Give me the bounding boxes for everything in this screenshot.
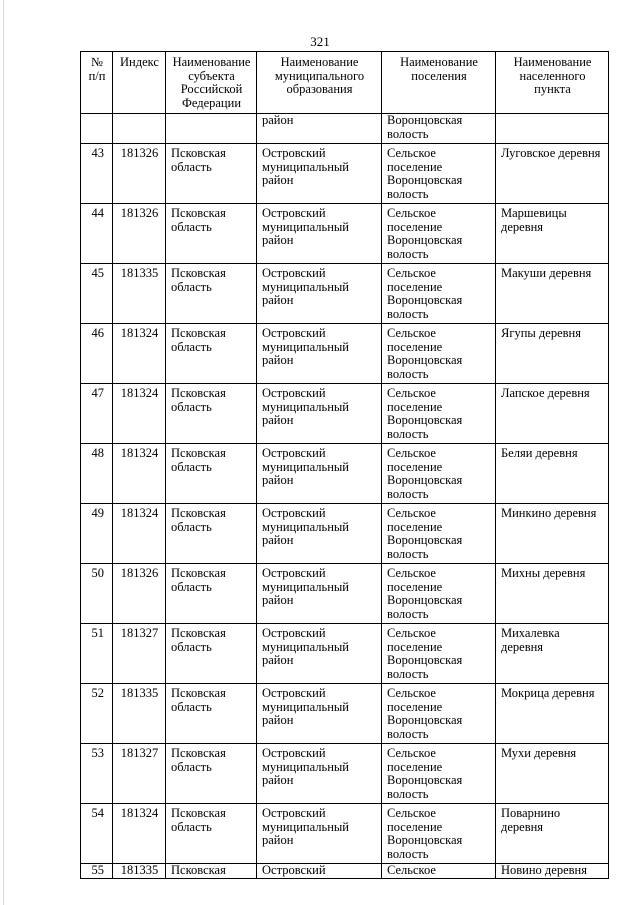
cell-number: 50 (81, 564, 113, 624)
cell-number: 52 (81, 684, 113, 744)
table-row-partial (81, 864, 609, 879)
cell-settlement: Сельское поселение Воронцовская волость (382, 444, 496, 504)
cell-index: 181324 (113, 444, 166, 504)
cell-number: 51 (81, 624, 113, 684)
cell-settlement: Сельское поселение Воронцовская волость (382, 564, 496, 624)
cell-number: 48 (81, 444, 113, 504)
cell-locality: Ягупы деревня (496, 324, 609, 384)
cell-settlement: Сельское поселение Воронцовская волость (382, 264, 496, 324)
cell-settlement: Сельское поселение Воронцовская волость (382, 324, 496, 384)
cell-number: 47 (81, 384, 113, 444)
header-cell-municipality: Наименование муниципального образования (257, 52, 382, 114)
table-header-row (81, 52, 609, 114)
cell-index: 181324 (113, 804, 166, 864)
cell-index: 181335 (113, 684, 166, 744)
cell-locality: Маршевицы деревня (496, 204, 609, 264)
cell-number: 44 (81, 204, 113, 264)
cell-number: 54 (81, 804, 113, 864)
table-row (81, 384, 609, 444)
cell-municipality: Островский муниципальный район (257, 444, 382, 504)
cell-number: 46 (81, 324, 113, 384)
cell-locality: Мухи деревня (496, 744, 609, 804)
cell-number (81, 114, 113, 144)
cell-settlement: Сельское поселение Воронцовская волость (382, 624, 496, 684)
cell-municipality: Островский муниципальный район (257, 744, 382, 804)
cell-subject: Псковская область (166, 624, 257, 684)
cell-municipality: Островский муниципальный район (257, 564, 382, 624)
cell-number: 49 (81, 504, 113, 564)
table-row (81, 444, 609, 504)
cell-locality (496, 114, 609, 144)
cell-locality: Беляи деревня (496, 444, 609, 504)
table-row (81, 204, 609, 264)
cell-municipality: Островский (257, 864, 382, 879)
cell-locality: Михалевка деревня (496, 624, 609, 684)
cell-municipality: Островский муниципальный район (257, 324, 382, 384)
continuation-row (81, 114, 609, 144)
cell-locality: Новино деревня (496, 864, 609, 879)
cell-subject: Псковская область (166, 204, 257, 264)
cell-subject: Псковская область (166, 384, 257, 444)
header-cell-locality: Наименование населенного пункта (496, 52, 609, 114)
cell-locality: Минкино деревня (496, 504, 609, 564)
cell-municipality: Островский муниципальный район (257, 144, 382, 204)
cell-municipality: Островский муниципальный район (257, 504, 382, 564)
cell-settlement: Воронцовская волость (382, 114, 496, 144)
cell-municipality: Островский муниципальный район (257, 384, 382, 444)
cell-number: 53 (81, 744, 113, 804)
cell-settlement: Сельское поселение Воронцовская волость (382, 744, 496, 804)
cell-municipality: район (257, 114, 382, 144)
cell-subject: Псковская область (166, 144, 257, 204)
cell-locality: Лапское деревня (496, 384, 609, 444)
table-row (81, 624, 609, 684)
cell-settlement: Сельское поселение Воронцовская волость (382, 504, 496, 564)
cell-index: 181335 (113, 864, 166, 879)
cell-municipality: Островский муниципальный район (257, 804, 382, 864)
table-row (81, 804, 609, 864)
cell-municipality: Островский муниципальный район (257, 684, 382, 744)
cell-locality: Поварнино деревня (496, 804, 609, 864)
cell-subject (166, 114, 257, 144)
table-row (81, 684, 609, 744)
cell-index: 181335 (113, 264, 166, 324)
cell-index: 181326 (113, 564, 166, 624)
header-cell-subject: Наименование субъекта Российской Федерации (166, 52, 257, 114)
table-row (81, 264, 609, 324)
table-row (81, 504, 609, 564)
cell-locality: Михны деревня (496, 564, 609, 624)
table-row (81, 324, 609, 384)
cell-locality: Мокрица деревня (496, 684, 609, 744)
cell-index: 181327 (113, 624, 166, 684)
cell-subject: Псковская область (166, 504, 257, 564)
table-row (81, 564, 609, 624)
cell-settlement: Сельское (382, 864, 496, 879)
cell-index: 181326 (113, 144, 166, 204)
cell-municipality: Островский муниципальный район (257, 204, 382, 264)
page-number: 321 (310, 34, 330, 49)
cell-index (113, 114, 166, 144)
cell-index: 181326 (113, 204, 166, 264)
table-row (81, 744, 609, 804)
cell-subject: Псковская область (166, 684, 257, 744)
header-cell-number: № п/п (81, 52, 113, 114)
header-cell-index: Индекс (113, 52, 166, 114)
cell-subject: Псковская область (166, 324, 257, 384)
cell-index: 181324 (113, 504, 166, 564)
scan-edge-line (3, 0, 4, 905)
cell-municipality: Островский муниципальный район (257, 624, 382, 684)
cell-subject: Псковская область (166, 264, 257, 324)
cell-settlement: Сельское поселение Воронцовская волость (382, 804, 496, 864)
cell-subject: Псковская область (166, 804, 257, 864)
cell-subject: Псковская область (166, 444, 257, 504)
cell-municipality: Островский муниципальный район (257, 264, 382, 324)
cell-locality: Макуши деревня (496, 264, 609, 324)
cell-number: 45 (81, 264, 113, 324)
settlements-table (80, 51, 609, 879)
cell-settlement: Сельское поселение Воронцовская волость (382, 144, 496, 204)
cell-index: 181327 (113, 744, 166, 804)
cell-settlement: Сельское поселение Воронцовская волость (382, 204, 496, 264)
cell-index: 181324 (113, 384, 166, 444)
cell-settlement: Сельское поселение Воронцовская волость (382, 384, 496, 444)
table-row (81, 144, 609, 204)
cell-subject: Псковская область (166, 564, 257, 624)
cell-settlement: Сельское поселение Воронцовская волость (382, 684, 496, 744)
cell-number: 55 (81, 864, 113, 879)
cell-subject: Псковская (166, 864, 257, 879)
cell-index: 181324 (113, 324, 166, 384)
cell-locality: Луговское деревня (496, 144, 609, 204)
cell-number: 43 (81, 144, 113, 204)
header-cell-settlement: Наименование поселения (382, 52, 496, 114)
cell-subject: Псковская область (166, 744, 257, 804)
